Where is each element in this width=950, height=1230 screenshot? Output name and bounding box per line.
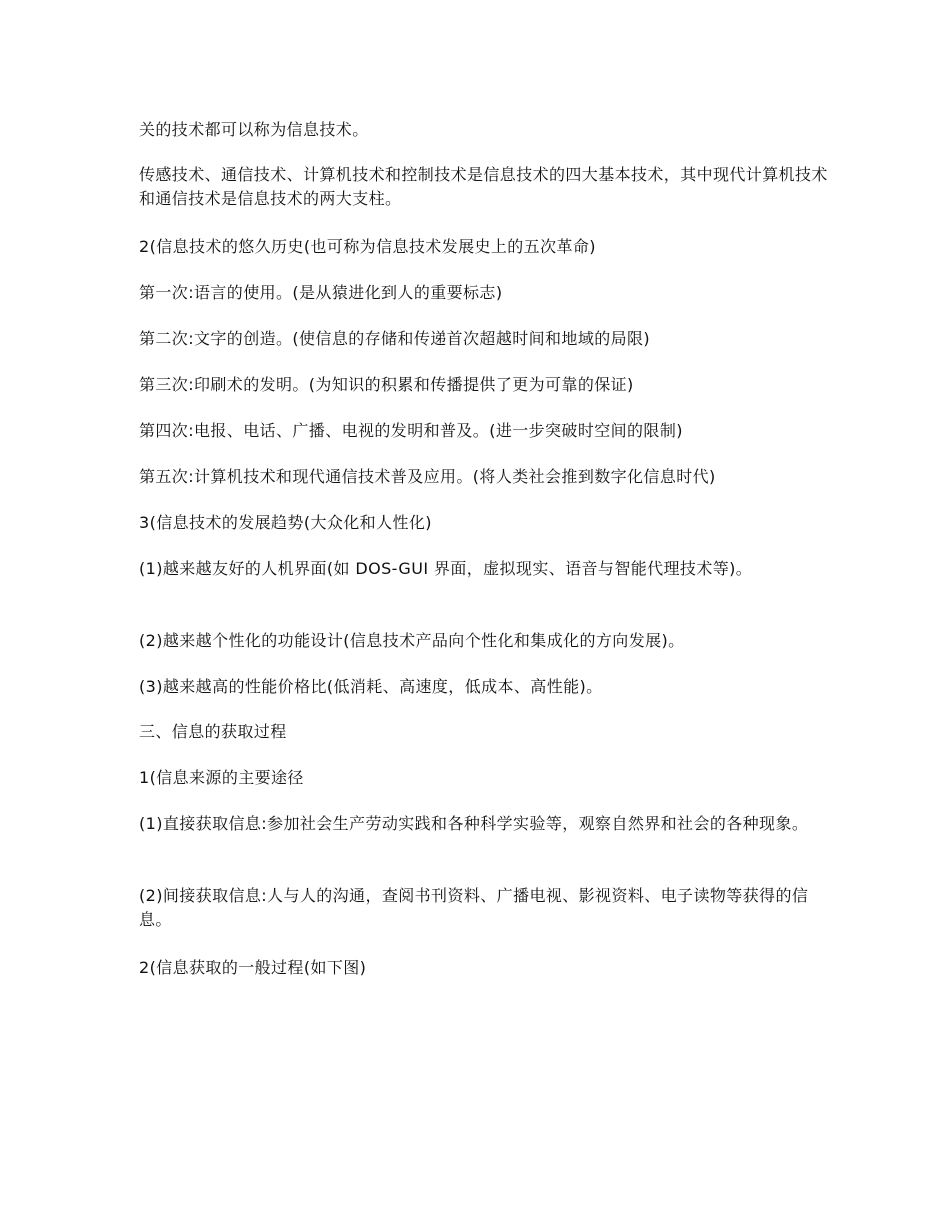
source-indirect: (2)间接获取信息:人与人的沟通，查阅书刊资料、广播电视、影视资料、电子读物等获得的信息。 bbox=[139, 886, 809, 929]
paragraph-1: 关的技术都可以称为信息技术。 bbox=[139, 120, 369, 139]
trend-2: (2)越来越个性化的功能设计(信息技术产品向个性化和集成化的方向发展)。 bbox=[139, 631, 685, 650]
trend-1: (1)越来越友好的人机界面(如 DOS-GUI 界面，虚拟现实、语音与智能代理技术等)。 bbox=[139, 559, 753, 578]
subsection-heading-process: 2(信息获取的一般过程(如下图) bbox=[139, 958, 367, 977]
section-heading-history: 2(信息技术的悠久历史(也可称为信息技术发展史上的五次革命) bbox=[139, 237, 596, 256]
subsection-heading-sources: 1(信息来源的主要途径 bbox=[139, 768, 304, 787]
source-direct: (1)直接获取信息:参加社会生产劳动实践和各种科学实验等，观察自然界和社会的各种现象。 bbox=[139, 814, 809, 833]
revolution-2: 第二次:文字的创造。(使信息的存储和传递首次超越时间和地域的局限) bbox=[139, 329, 651, 348]
section-heading-acquisition: 三、信息的获取过程 bbox=[139, 722, 287, 741]
section-heading-trends: 3(信息技术的发展趋势(大众化和人性化) bbox=[139, 513, 432, 532]
revolution-3: 第三次:印刷术的发明。(为知识的积累和传播提供了更为可靠的保证) bbox=[139, 375, 634, 394]
revolution-4: 第四次:电报、电话、广播、电视的发明和普及。(进一步突破时空间的限制) bbox=[139, 421, 683, 440]
revolution-1: 第一次:语言的使用。(是从猿进化到人的重要标志) bbox=[139, 283, 503, 302]
paragraph-2: 传感技术、通信技术、计算机技术和控制技术是信息技术的四大基本技术，其中现代计算机技术和通信技术是信息技术的两大支柱。 bbox=[139, 165, 828, 208]
revolution-5: 第五次:计算机技术和现代通信技术普及应用。(将人类社会推到数字化信息时代) bbox=[139, 467, 716, 486]
trend-3: (3)越来越高的性能价格比(低消耗、高速度，低成本、高性能)。 bbox=[139, 677, 603, 696]
